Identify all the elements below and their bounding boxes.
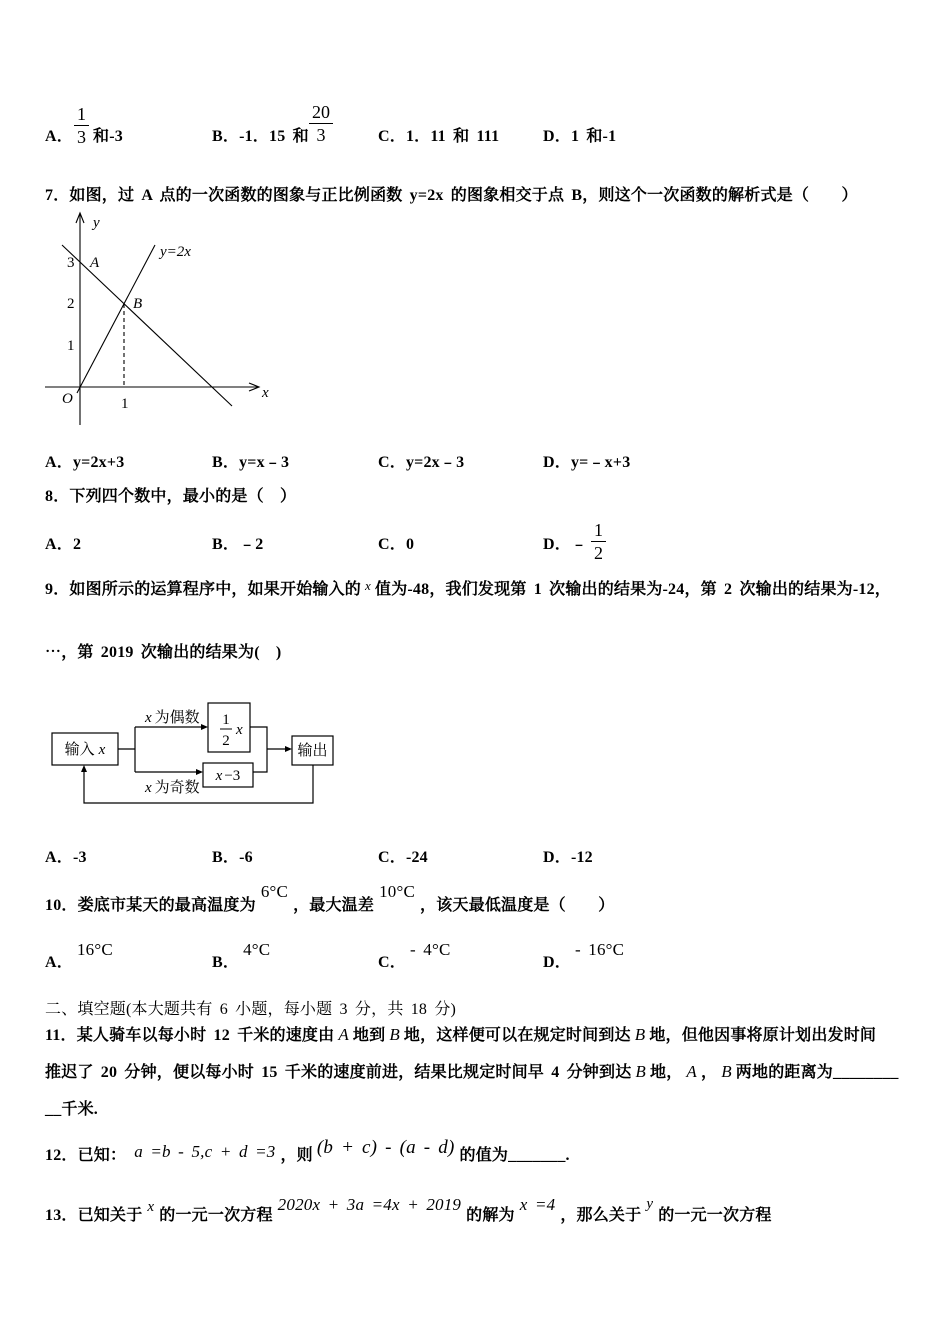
section-title: 二、填空题(本大题共有 6 小题，每小题 3 分，共 18 分): [45, 1001, 457, 1018]
even-variable: x: [145, 710, 152, 726]
q11-var-b: B: [634, 1025, 646, 1044]
y-axis-label: y: [93, 215, 100, 231]
q11-var-a: A: [338, 1025, 349, 1044]
option-label: A．: [45, 954, 73, 971]
q9-option-a: A．-3: [45, 849, 87, 866]
y-tick-label: 2: [67, 296, 75, 312]
even-label: 为偶数: [154, 710, 200, 726]
output-arrow: [285, 746, 292, 752]
line-through-a: [62, 245, 232, 406]
q6-option-a-suffix: 和-3: [93, 128, 123, 145]
q9-stem-text: 9．如图所示的运算程序中，如果开始输入的: [45, 581, 362, 598]
q13-solution: x =4: [519, 1195, 556, 1214]
q13-text: 13．已知关于: [45, 1207, 143, 1224]
odd-label: 为奇数: [154, 780, 200, 796]
input-box-text: [65, 741, 106, 758]
option-label: C．: [378, 954, 406, 971]
q11-var-b: B: [389, 1025, 400, 1044]
q6-option-d: D．1 和-1: [543, 128, 617, 145]
q8-option-c: C．0: [378, 536, 415, 553]
input-variable: x: [98, 742, 106, 758]
q12-line: [45, 1137, 570, 1166]
even-branch-arrow: [201, 724, 208, 730]
q6-option-a-label: A．: [45, 128, 73, 145]
q12-text: ，则: [280, 1147, 313, 1164]
q11-text: 11．某人骑车以每小时 12 千米的速度由: [45, 1027, 335, 1044]
minus-variable: x: [215, 768, 223, 784]
q9-stem-text: 值为-48，我们发现第 1 次输出的结果为-24，第 2 次输出的结果为-12，: [375, 581, 891, 598]
q7-graph: [40, 205, 280, 430]
q9-option-c: C．-24: [378, 849, 428, 866]
half-numerator: 1: [222, 712, 230, 728]
q12-answer-blank: 的值为_______.: [459, 1147, 570, 1164]
q10-option-b: [212, 940, 271, 973]
origin-label: O: [62, 391, 73, 407]
option-value: - 4°C: [409, 940, 451, 959]
line-y-equals-2x: [77, 245, 155, 393]
minus-three-text: [215, 768, 241, 784]
q13-text: ，那么关于: [560, 1207, 642, 1224]
option-label: D．: [543, 954, 571, 971]
q11-line1: [45, 1025, 876, 1046]
q8-option-d-fraction: [591, 520, 606, 563]
fraction-denominator: 3: [77, 127, 86, 147]
q10-option-c: [378, 940, 451, 973]
fraction-numerator: 1: [591, 520, 606, 542]
q10-stem-text: ，最大温差: [293, 897, 375, 914]
q7-stem: 7．如图，过 A 点的一次函数的图象与正比例函数 y=2x 的图象相交于点 B，则这个一次函数的解析式是（ ）: [45, 187, 858, 204]
q11-text: ，: [701, 1064, 718, 1081]
q13-variable-x: x: [147, 1199, 155, 1215]
y-tick-label: 1: [67, 338, 75, 354]
q6-option-b-fraction: [309, 102, 333, 145]
q11-var-b: B: [721, 1062, 732, 1081]
line-label: y=2x: [160, 244, 191, 260]
q7-option-a: A．y=2x+3: [45, 454, 125, 471]
q8-option-a: A．2: [45, 536, 82, 553]
q9-option-d: D．-12: [543, 849, 593, 866]
q12-condition-expression: a =b - 5,c + d =3: [134, 1142, 276, 1161]
q11-text: 地，这样便可以在规定时间到达: [403, 1027, 631, 1044]
fraction-numerator: 1: [74, 104, 89, 126]
minus-rest: −3: [224, 768, 241, 784]
q10-option-d: [543, 940, 625, 973]
q13-text: 的一元一次方程: [658, 1207, 772, 1224]
input-label: 输入: [64, 742, 95, 758]
q13-variable-y: y: [646, 1196, 654, 1212]
option-value: 4°C: [243, 940, 271, 959]
q13-text: 的一元一次方程: [159, 1207, 273, 1224]
output-box-text: 输出: [297, 743, 328, 759]
point-a-label: A: [90, 255, 100, 271]
q12-text: 12．已知：: [45, 1147, 127, 1164]
q13-text: 的解为: [466, 1207, 515, 1224]
q9-flowchart: [45, 695, 345, 810]
q10-option-a: [45, 940, 113, 973]
q13-equation: 2020x + 3a =4x + 2019: [277, 1195, 462, 1214]
q9-stem-variable: x: [365, 578, 371, 593]
q9-option-b: B．-6: [212, 849, 253, 866]
odd-variable: x: [145, 780, 152, 796]
q10-stem-text: 10．娄底市某天的最高温度为: [45, 897, 256, 914]
option-value: 16°C: [76, 940, 113, 959]
half-denominator: 2: [222, 733, 230, 749]
option-value: - 16°C: [574, 940, 625, 959]
q9-stem-line2: ⋯，第 2019 次输出的结果为( ): [45, 644, 282, 661]
q7-option-d: D．y=﹣x+3: [543, 454, 631, 471]
odd-branch-arrow: [196, 769, 203, 775]
q10-stem: [45, 882, 615, 916]
q9-stem-line1: [45, 580, 891, 600]
q11-text: 地到: [352, 1027, 386, 1044]
loop-back-arrow: [81, 765, 87, 772]
q8-stem: 8．下列四个数中，最小的是（ ）: [45, 488, 297, 505]
q6-option-a-fraction: [74, 104, 89, 147]
y-tick-label: 3: [67, 255, 75, 271]
half-variable: x: [236, 722, 243, 738]
q11-text: 地，但他因事将原计划出发时间: [649, 1027, 877, 1044]
x-tick-label: 1: [121, 396, 129, 412]
point-b-label: B: [133, 296, 143, 312]
q10-temperature-difference: 10°C: [379, 882, 416, 901]
option-label: B．: [212, 954, 240, 971]
q11-text: 推迟了 20 分钟，便以每小时 15 千米的速度前进，结果比规定时间早 4 分钟到达: [45, 1064, 632, 1081]
q10-high-temperature: 6°C: [260, 882, 289, 901]
even-branch-text: [144, 709, 200, 726]
q11-text: 地，: [650, 1064, 683, 1081]
odd-branch-text: [144, 779, 200, 796]
fraction-numerator: 20: [309, 102, 333, 124]
q11-var-a: A: [686, 1062, 697, 1081]
fraction-denominator: 3: [316, 125, 326, 145]
q7-option-b: B．y=x﹣3: [212, 454, 290, 471]
q11-answer-blank: 两地的距离为________: [735, 1064, 899, 1081]
q6-option-c: C．1．11 和 111: [378, 128, 500, 145]
q6-option-b-label: B．-1．15 和: [212, 128, 309, 145]
q12-target-expression: (b + c) - (a - d): [316, 1137, 455, 1158]
q13-line: [45, 1195, 772, 1226]
x-axis-label: x: [262, 385, 269, 401]
fraction-denominator: 2: [594, 543, 603, 563]
q7-option-c: C．y=2x﹣3: [378, 454, 465, 471]
q8-option-d: D．﹣: [543, 536, 588, 553]
q8-option-b: B．﹣2: [212, 536, 264, 553]
q11-line2: [45, 1062, 899, 1083]
q11-line3: __千米.: [45, 1101, 99, 1118]
q11-var-b: B: [635, 1062, 646, 1081]
q10-stem-text: ，该天最低温度是（ ）: [420, 897, 615, 914]
